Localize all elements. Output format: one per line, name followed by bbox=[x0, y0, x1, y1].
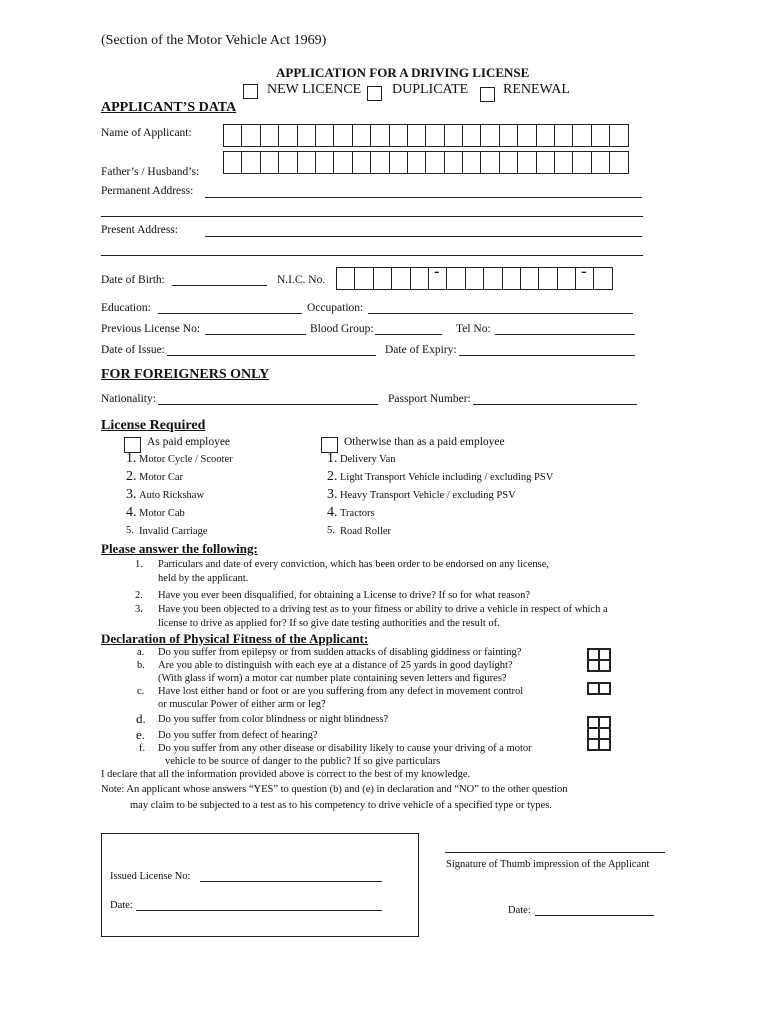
education-field[interactable] bbox=[158, 313, 302, 314]
issued-license-field[interactable] bbox=[200, 881, 382, 882]
office-use-box bbox=[101, 833, 419, 937]
nic-grid-cell[interactable] bbox=[410, 267, 429, 290]
father-grid-cell[interactable] bbox=[370, 151, 389, 174]
fitness-a-letter: a. bbox=[137, 647, 145, 658]
note-text: Note: An applicant whose answers “YES” to question (b) and (e) in declaration and “NO” to the other question bbox=[101, 784, 568, 795]
nic-grid-cell[interactable] bbox=[483, 267, 502, 290]
new-licence-checkbox[interactable] bbox=[243, 84, 258, 99]
father-grid-cell[interactable] bbox=[536, 151, 555, 174]
father-label: Father’s / Husband’s: bbox=[101, 166, 200, 178]
fitness-c-text: Have lost either hand or foot or are you suffering from any defect in movement control bbox=[158, 686, 524, 697]
vehicle-label: Light Transport Vehicle including / excluding PSV bbox=[340, 472, 554, 483]
father-grid-cell[interactable] bbox=[389, 151, 408, 174]
nationality-label: Nationality: bbox=[101, 393, 156, 405]
question-1-number: 1. bbox=[135, 559, 143, 570]
vehicle-label: Delivery Van bbox=[340, 454, 396, 465]
father-grid-cell[interactable] bbox=[315, 151, 334, 174]
nic-grid-cell[interactable] bbox=[520, 267, 539, 290]
fitness-e-text: Do you suffer from defect of hearing? bbox=[158, 730, 318, 741]
father-grid-cell[interactable] bbox=[425, 151, 444, 174]
vehicle-label: Motor Cycle / Scooter bbox=[139, 454, 233, 465]
signature-date-label: Date: bbox=[508, 905, 531, 916]
question-1-text: Particulars and date of every conviction, which has been order to be endorsed on any license, bbox=[158, 559, 549, 570]
vehicle-number: 4. bbox=[327, 505, 338, 520]
vehicle-number: 1. bbox=[126, 451, 137, 466]
vehicle-label: Motor Cab bbox=[139, 508, 185, 519]
paid-employee-label: As paid employee bbox=[147, 436, 231, 448]
education-label: Education: bbox=[101, 302, 151, 314]
dob-label: Date of Birth: bbox=[101, 274, 165, 286]
occupation-label: Occupation: bbox=[307, 302, 364, 314]
nic-grid-cell[interactable] bbox=[593, 267, 612, 290]
renewal-checkbox[interactable] bbox=[480, 87, 495, 102]
fitness-b-letter: b. bbox=[137, 660, 145, 671]
expiry-date-field[interactable] bbox=[459, 355, 635, 356]
new-licence-label: NEW LICENCE bbox=[267, 82, 362, 97]
father-grid-cell[interactable] bbox=[297, 151, 316, 174]
previous-license-label: Previous License No: bbox=[101, 323, 201, 335]
tel-field[interactable] bbox=[495, 334, 635, 335]
fitness-d-text: Do you suffer from color blindness or night blindness? bbox=[158, 714, 389, 725]
license-required-heading: License Required bbox=[101, 418, 206, 433]
name-grid-cell[interactable] bbox=[352, 124, 371, 147]
nic-label: N.I.C. No. bbox=[277, 274, 326, 286]
name-grid-cell[interactable] bbox=[572, 124, 591, 147]
vehicle-number: 3. bbox=[327, 487, 338, 502]
name-grid-cell[interactable] bbox=[333, 124, 352, 147]
fitness-d-letter: d. bbox=[136, 711, 146, 726]
father-grid-cell[interactable] bbox=[223, 151, 242, 174]
blood-group-label: Blood Group: bbox=[310, 323, 374, 335]
father-grid-cell[interactable] bbox=[609, 151, 628, 174]
father-grid-cell[interactable] bbox=[352, 151, 371, 174]
question-2-number: 2. bbox=[135, 590, 143, 601]
nic-grid-cell[interactable] bbox=[428, 267, 447, 290]
declaration-text: I declare that all the information provided above is correct to the best of my knowledge. bbox=[101, 769, 471, 780]
nic-grid-cell[interactable] bbox=[502, 267, 521, 290]
question-3-number: 3. bbox=[135, 604, 143, 615]
vehicle-number: 2. bbox=[327, 469, 338, 484]
fitness-e-letter: e. bbox=[136, 727, 146, 742]
vehicle-label: Heavy Transport Vehicle / excluding PSV bbox=[340, 490, 516, 501]
fitness-c-text-2: or muscular Power of either arm or leg? bbox=[158, 699, 326, 710]
office-date-field[interactable] bbox=[136, 910, 382, 911]
father-grid-cell[interactable] bbox=[480, 151, 499, 174]
name-grid[interactable] bbox=[223, 124, 628, 147]
nic-grid-cell[interactable] bbox=[557, 267, 576, 290]
nic-grid-cell[interactable] bbox=[465, 267, 484, 290]
fitness-ab-answer-grid[interactable] bbox=[587, 648, 611, 672]
nic-grid-cell[interactable] bbox=[538, 267, 557, 290]
question-3-text: Have you been objected to a driving test as to your fitness or ability to drive a vehicle in respect of which a bbox=[158, 604, 608, 615]
questions-heading: Please answer the following: bbox=[101, 541, 258, 556]
nic-grid-cell[interactable] bbox=[336, 267, 355, 290]
father-grid-cell[interactable] bbox=[554, 151, 573, 174]
vehicle-label: Road Roller bbox=[340, 526, 392, 537]
father-grid-cell[interactable] bbox=[444, 151, 463, 174]
name-grid-cell[interactable] bbox=[554, 124, 573, 147]
fitness-def-answer-grid[interactable] bbox=[587, 716, 611, 751]
applicant-data-heading: APPLICANT’S DATA bbox=[101, 100, 237, 115]
fitness-c-answer-grid[interactable] bbox=[587, 682, 611, 695]
office-date-label: Date: bbox=[110, 900, 133, 911]
fitness-f-text-2: vehicle to be source of danger to the public? If so give particulars bbox=[165, 756, 441, 767]
fitness-c-letter: c. bbox=[137, 686, 145, 697]
passport-label: Passport Number: bbox=[388, 393, 471, 405]
father-grid-cell[interactable] bbox=[517, 151, 536, 174]
name-grid-cell[interactable] bbox=[407, 124, 426, 147]
expiry-date-label: Date of Expiry: bbox=[385, 344, 457, 356]
fitness-b-text: Are you able to distinguish with each eye at a distance of 25 yards in good daylight? bbox=[158, 660, 513, 671]
renewal-label: RENEWAL bbox=[503, 82, 570, 97]
name-grid-cell[interactable] bbox=[241, 124, 260, 147]
foreigners-heading: FOR FOREIGNERS ONLY bbox=[101, 367, 270, 382]
father-grid-cell[interactable] bbox=[572, 151, 591, 174]
vehicle-label: Invalid Carriage bbox=[139, 526, 208, 537]
name-grid-cell[interactable] bbox=[278, 124, 297, 147]
permanent-address-field-2[interactable] bbox=[101, 216, 643, 217]
duplicate-checkbox[interactable] bbox=[367, 86, 382, 101]
permanent-address-field[interactable] bbox=[205, 197, 642, 198]
signature-label: Signature of Thumb impression of the Applicant bbox=[446, 859, 650, 870]
name-grid-cell[interactable] bbox=[499, 124, 518, 147]
name-grid-cell[interactable] bbox=[444, 124, 463, 147]
present-address-field[interactable] bbox=[205, 236, 642, 237]
fitness-a-text: Do you suffer from epilepsy or from sudden attacks of disabling giddiness or fainting? bbox=[158, 647, 522, 658]
name-grid-cell[interactable] bbox=[425, 124, 444, 147]
issue-date-label: Date of Issue: bbox=[101, 344, 165, 356]
father-grid-cell[interactable] bbox=[241, 151, 260, 174]
fitness-f-letter: f. bbox=[139, 743, 146, 754]
act-reference: (Section of the Motor Vehicle Act 1969) bbox=[101, 33, 327, 48]
previous-license-field[interactable] bbox=[205, 334, 306, 335]
nic-grid[interactable] bbox=[336, 267, 612, 290]
vehicle-number: 2. bbox=[126, 469, 137, 484]
name-grid-cell[interactable] bbox=[389, 124, 408, 147]
name-grid-cell[interactable] bbox=[297, 124, 316, 147]
father-grid-cell[interactable] bbox=[333, 151, 352, 174]
name-grid-cell[interactable] bbox=[370, 124, 389, 147]
father-grid-cell[interactable] bbox=[499, 151, 518, 174]
duplicate-label: DUPLICATE bbox=[392, 82, 469, 97]
name-grid-cell[interactable] bbox=[536, 124, 555, 147]
vehicle-label: Auto Rickshaw bbox=[139, 490, 205, 501]
name-grid-cell[interactable] bbox=[223, 124, 242, 147]
father-grid[interactable] bbox=[223, 151, 628, 174]
form-title: APPLICATION FOR A DRIVING LICENSE bbox=[276, 65, 530, 80]
note-text-2: may claim to be subjected to a test as to his competency to drive vehicle of a specified type or types. bbox=[130, 800, 552, 811]
nic-grid-cell[interactable] bbox=[446, 267, 465, 290]
name-grid-cell[interactable] bbox=[260, 124, 279, 147]
present-address-label: Present Address: bbox=[101, 224, 178, 236]
vehicle-number: 5. bbox=[327, 525, 335, 536]
father-grid-cell[interactable] bbox=[591, 151, 610, 174]
name-grid-cell[interactable] bbox=[517, 124, 536, 147]
signature-date-field[interactable] bbox=[535, 915, 654, 916]
nic-grid-cell[interactable] bbox=[373, 267, 392, 290]
fitness-b-text-2: (With glass if worn) a motor car number plate containing seven letters and figures? bbox=[158, 673, 507, 684]
vehicle-number: 5. bbox=[126, 525, 134, 536]
permanent-address-label: Permanent Address: bbox=[101, 185, 194, 197]
tel-label: Tel No: bbox=[456, 323, 491, 335]
nic-grid-cell[interactable] bbox=[391, 267, 410, 290]
name-grid-cell[interactable] bbox=[462, 124, 481, 147]
occupation-field[interactable] bbox=[368, 313, 633, 314]
issue-date-field[interactable] bbox=[167, 355, 376, 356]
father-grid-cell[interactable] bbox=[407, 151, 426, 174]
name-grid-cell[interactable] bbox=[480, 124, 499, 147]
nic-grid-cell[interactable] bbox=[575, 267, 594, 290]
father-grid-cell[interactable] bbox=[462, 151, 481, 174]
question-1-text-2: held by the applicant. bbox=[158, 573, 249, 584]
vehicle-number: 3. bbox=[126, 487, 137, 502]
blood-group-field[interactable] bbox=[375, 334, 442, 335]
issued-license-label: Issued License No: bbox=[110, 871, 191, 882]
vehicle-number: 4. bbox=[126, 505, 137, 520]
dob-field[interactable] bbox=[172, 285, 267, 286]
vehicle-label: Tractors bbox=[340, 508, 375, 519]
passport-field[interactable] bbox=[473, 404, 637, 405]
fitness-heading: Declaration of Physical Fitness of the Applicant: bbox=[101, 631, 369, 646]
signature-field[interactable] bbox=[445, 852, 665, 853]
question-2-text: Have you ever been disqualified, for obtaining a License to drive? If so for what reason? bbox=[158, 590, 531, 601]
vehicle-number: 1. bbox=[327, 451, 338, 466]
name-grid-cell[interactable] bbox=[609, 124, 628, 147]
vehicle-label: Motor Car bbox=[139, 472, 184, 483]
fitness-f-text: Do you suffer from any other disease or disability likely to cause your driving of a motor bbox=[158, 743, 532, 754]
question-3-text-2: license to drive as applied for? If so give date testing authorities and the result of. bbox=[158, 618, 500, 629]
present-address-field-2[interactable] bbox=[101, 255, 643, 256]
unpaid-employee-label: Otherwise than as a paid employee bbox=[344, 436, 505, 448]
nic-grid-cell[interactable] bbox=[354, 267, 373, 290]
father-grid-cell[interactable] bbox=[260, 151, 279, 174]
name-label: Name of Applicant: bbox=[101, 127, 192, 139]
name-grid-cell[interactable] bbox=[591, 124, 610, 147]
nationality-field[interactable] bbox=[158, 404, 378, 405]
father-grid-cell[interactable] bbox=[278, 151, 297, 174]
name-grid-cell[interactable] bbox=[315, 124, 334, 147]
